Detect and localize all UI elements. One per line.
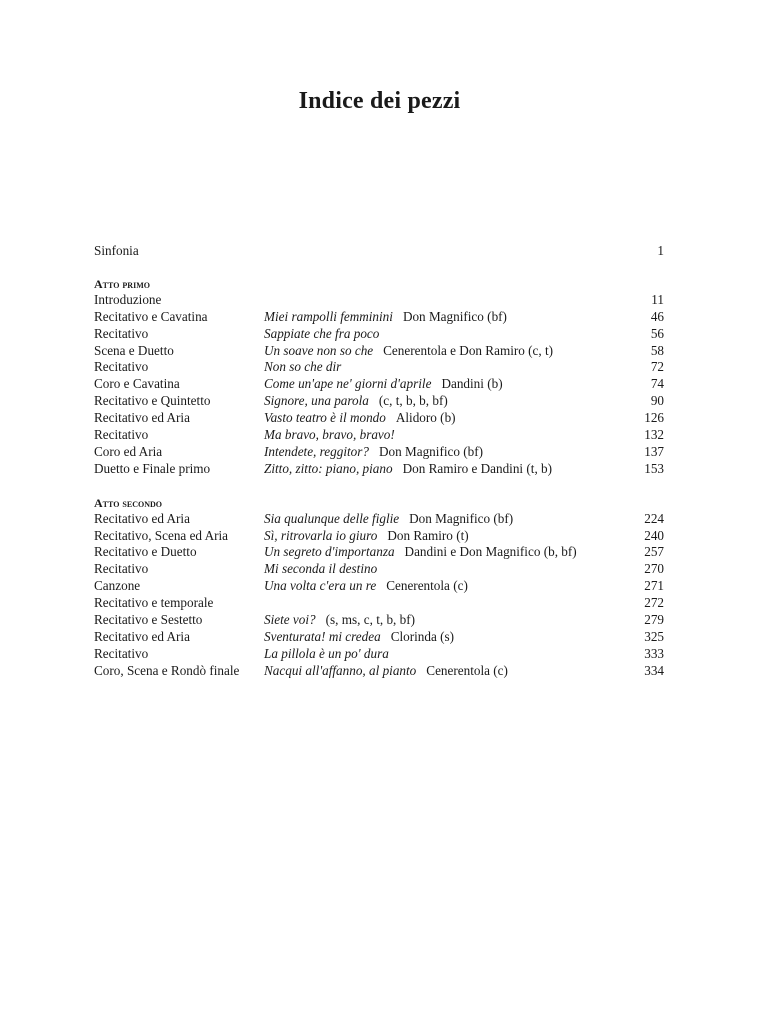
entry-role: Don Magnifico (bf)	[409, 510, 514, 526]
entry-detail	[264, 309, 608, 326]
entry-form: Recitativo e Cavatina	[94, 308, 208, 324]
entry-page: 90	[650, 393, 664, 409]
entry-incipit: Zitto, zitto: piano, piano	[264, 460, 393, 476]
toc-entry[interactable]	[94, 561, 664, 578]
entry-role: Cenerentola (c)	[386, 578, 468, 594]
toc-entry[interactable]	[94, 629, 664, 646]
entry-detail	[264, 528, 608, 545]
entry-detail	[264, 326, 608, 343]
entry-form: Introduzione	[94, 291, 162, 307]
toc-entry[interactable]	[94, 528, 664, 545]
entry-detail	[264, 663, 608, 680]
entry-role: (c, t, b, b, bf)	[378, 393, 448, 409]
entry-role: Don Magnifico (bf)	[379, 443, 484, 459]
page-title: Indice dei pezzi	[298, 88, 461, 114]
entry-detail	[264, 359, 608, 376]
toc-entry[interactable]	[94, 511, 664, 528]
toc-entry[interactable]	[94, 461, 664, 478]
entry-page: 224	[644, 510, 664, 526]
entry-form: Recitativo e Quintetto	[94, 393, 211, 409]
entry-form: Coro ed Aria	[94, 443, 163, 459]
act-section	[94, 495, 664, 680]
toc-entry[interactable]	[94, 309, 664, 326]
toc-entry[interactable]	[94, 444, 664, 461]
entry-incipit: Una volta c'era un re	[264, 578, 377, 594]
entry-incipit: Sventurata! mi credea	[264, 628, 381, 644]
acts-container	[94, 276, 664, 680]
toc-entry-sinfonia[interactable]	[94, 243, 664, 260]
entry-page: 153	[644, 460, 664, 476]
entry-form: Canzone	[94, 578, 141, 594]
entry-form: Recitativo	[94, 561, 149, 577]
entry-form: Recitativo e temporale	[94, 595, 214, 611]
entry-detail	[264, 511, 608, 528]
entry-incipit: Sappiate che fra poco	[264, 325, 380, 341]
toc-entry[interactable]	[94, 343, 664, 360]
entry-detail	[264, 427, 608, 444]
entry-incipit: Un segreto d'importanza	[264, 544, 395, 560]
entry-role: (s, ms, c, t, b, bf)	[325, 612, 416, 628]
entry-form: Sinfonia	[94, 243, 139, 258]
entry-detail	[264, 376, 608, 393]
entry-detail	[264, 629, 608, 646]
entry-page: 11	[651, 291, 664, 307]
entry-page: 58	[650, 342, 664, 358]
entry-form: Recitativo ed Aria	[94, 510, 190, 526]
entry-detail	[264, 343, 608, 360]
entry-form: Recitativo	[94, 325, 149, 341]
act-section	[94, 276, 664, 478]
section-spacer	[94, 478, 664, 495]
toc-entry[interactable]	[94, 544, 664, 561]
entry-detail	[264, 393, 608, 410]
entry-incipit: Sì, ritrovarla io giuro	[264, 527, 378, 543]
entry-detail	[264, 461, 608, 478]
entry-form: Recitativo ed Aria	[94, 410, 190, 426]
entry-page: 46	[650, 308, 664, 324]
entry-detail	[264, 578, 608, 595]
toc-entry[interactable]	[94, 646, 664, 663]
entry-role: Cenerentola (c)	[426, 662, 508, 678]
entry-incipit: Signore, una parola	[264, 393, 369, 409]
entry-page: 271	[644, 578, 664, 594]
entry-page: 334	[644, 662, 664, 678]
entry-incipit: Sia qualunque delle figlie	[264, 510, 400, 526]
toc-entry[interactable]	[94, 359, 664, 376]
toc-entry[interactable]	[94, 376, 664, 393]
entry-incipit: Intendete, reggitor?	[264, 443, 369, 459]
entry-form: Recitativo ed Aria	[94, 628, 190, 644]
entry-page: 132	[644, 427, 664, 443]
toc-entry[interactable]	[94, 292, 664, 309]
entry-incipit: Non so che dir	[264, 359, 342, 375]
toc-entry[interactable]	[94, 595, 664, 612]
toc-entry[interactable]	[94, 326, 664, 343]
toc-entry[interactable]	[94, 427, 664, 444]
entry-role: Clorinda (s)	[390, 628, 455, 644]
entry-incipit: Nacqui all'affanno, al pianto	[264, 662, 417, 678]
entry-page: 126	[644, 410, 664, 426]
entry-incipit: Ma bravo, bravo, bravo!	[264, 427, 395, 443]
entry-page: 333	[644, 645, 664, 661]
entry-role: Cenerentola e Don Ramiro (c, t)	[383, 342, 554, 358]
entry-page: 56	[650, 325, 664, 341]
entry-page: 240	[644, 527, 664, 543]
entry-form: Duetto e Finale primo	[94, 460, 211, 476]
entry-incipit: Mi seconda il destino	[264, 561, 378, 577]
entry-detail	[264, 544, 608, 561]
entry-page: 1	[657, 243, 664, 258]
entry-page: 74	[650, 376, 664, 392]
entry-form: Coro e Cavatina	[94, 376, 180, 392]
toc-entry[interactable]	[94, 393, 664, 410]
entry-role: Alidoro (b)	[395, 410, 456, 426]
entry-detail	[264, 612, 608, 629]
entry-page: 72	[650, 359, 664, 375]
entry-page: 137	[644, 443, 664, 459]
entry-detail	[264, 444, 608, 461]
entry-incipit: Come un'ape ne' giorni d'aprile	[264, 376, 432, 392]
entry-detail	[264, 410, 608, 427]
act-heading: Atto secondo	[94, 495, 162, 510]
entry-form: Recitativo e Sestetto	[94, 612, 203, 628]
entry-page: 270	[644, 561, 664, 577]
entry-role: Don Ramiro e Dandini (t, b)	[402, 460, 553, 476]
entry-form: Recitativo, Scena ed Aria	[94, 527, 229, 543]
entry-incipit: La pillola è un po' dura	[264, 645, 389, 661]
entry-form: Recitativo	[94, 645, 149, 661]
entry-role: Dandini e Don Magnifico (b, bf)	[404, 544, 577, 560]
entry-incipit: Vasto teatro è il mondo	[264, 410, 386, 426]
table-of-contents	[94, 243, 664, 680]
entry-page: 279	[644, 612, 664, 628]
entry-role: Don Magnifico (bf)	[402, 308, 507, 324]
act-heading: Atto primo	[94, 276, 150, 291]
entry-incipit: Miei rampolli femminini	[264, 308, 393, 324]
entry-page: 325	[644, 628, 664, 644]
entry-role: Don Ramiro (t)	[387, 527, 469, 543]
entry-incipit: Siete voi?	[264, 612, 316, 628]
entry-form: Scena e Duetto	[94, 342, 174, 358]
entry-form: Recitativo	[94, 359, 149, 375]
toc-entry[interactable]	[94, 663, 664, 680]
entry-form: Coro, Scena e Rondò finale	[94, 662, 240, 678]
entry-form: Recitativo	[94, 427, 149, 443]
toc-entry[interactable]	[94, 410, 664, 427]
entry-form: Recitativo e Duetto	[94, 544, 197, 560]
toc-entry[interactable]	[94, 578, 664, 595]
entry-detail	[264, 561, 608, 578]
entry-incipit: Un soave non so che	[264, 342, 374, 358]
entry-page: 272	[644, 595, 664, 611]
entry-page: 257	[644, 544, 664, 560]
entry-role: Dandini (b)	[441, 376, 503, 392]
toc-entry[interactable]	[94, 612, 664, 629]
entry-detail	[264, 646, 608, 663]
